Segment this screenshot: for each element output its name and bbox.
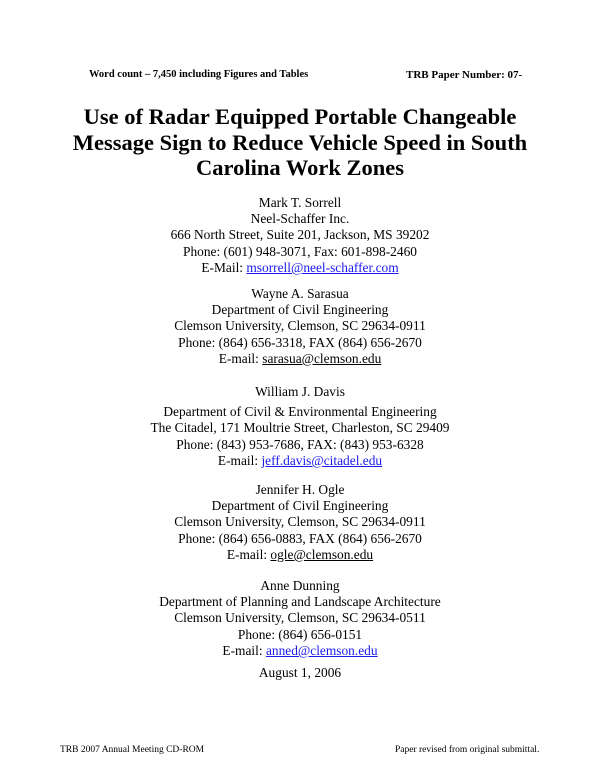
author-phone: Phone: (864) 656-3318, FAX (864) 656-2670 [178, 334, 422, 350]
date: August 1, 2006 [258, 665, 342, 680]
email-label: E-mail: [218, 350, 259, 366]
author-email-line [60, 547, 540, 563]
author-email-line [60, 351, 540, 367]
author-name: Jennifer H. Ogle [255, 482, 345, 497]
email-label: E-mail: [217, 452, 259, 468]
footer-left: TRB 2007 Annual Meeting CD-ROM [60, 745, 205, 755]
author-organization: Neel-Schaffer Inc. [250, 211, 350, 227]
paper-number: TRB Paper Number: 07- [406, 69, 523, 81]
author-block [60, 578, 540, 659]
email-label: E-mail: [222, 642, 263, 658]
author-address: 666 North Street, Suite 201, Jackson, MS 39202 [170, 227, 430, 243]
email-label: E-mail: [226, 546, 268, 562]
author-organization: Department of Civil Engineering [211, 498, 389, 514]
author-phone: Phone: (864) 656-0151 [237, 626, 363, 642]
footer-right: Paper revised from original submittal. [395, 745, 540, 755]
word-count: Word count – 7,450 including Figures and Tables [89, 69, 309, 80]
author-organization: Department of Civil Engineering [211, 302, 389, 318]
author-organization: Department of Planning and Landscape Architecture [159, 594, 441, 610]
email-address[interactable]: sarasua@clemson.edu [262, 350, 382, 366]
email-label: E-Mail: [201, 259, 244, 275]
author-block [60, 482, 540, 563]
author-address: Clemson University, Clemson, SC 29634-0911 [174, 318, 426, 334]
email-address[interactable]: ogle@clemson.edu [270, 546, 374, 562]
author-phone: Phone: (843) 953-7686, FAX: (843) 953-6328 [176, 436, 424, 452]
author-name: William J. Davis [255, 384, 345, 399]
author-block [60, 195, 540, 276]
author-address: Clemson University, Clemson, SC 29634-0911 [174, 514, 426, 530]
email-link[interactable]: anned@clemson.edu [265, 642, 378, 658]
author-block [60, 384, 540, 469]
email-link[interactable]: jeff.davis@citadel.edu [261, 452, 383, 468]
email-link[interactable]: msorrell@neel-schaffer.com [246, 259, 399, 275]
author-phone: Phone: (864) 656-0883, FAX (864) 656-2670 [178, 530, 422, 546]
author-name: Anne Dunning [260, 578, 340, 593]
author-name: Wayne A. Sarasua [251, 286, 349, 301]
author-address: Clemson University, Clemson, SC 29634-0511 [174, 610, 426, 626]
author-block [60, 286, 540, 367]
author-email-line [60, 643, 540, 659]
author-address: The Citadel, 171 Moultrie Street, Charleston, SC 29409 [150, 420, 450, 436]
author-email-line [60, 453, 540, 469]
author-organization: Department of Civil & Environmental Engineering [163, 404, 437, 420]
author-name: Mark T. Sorrell [258, 195, 342, 210]
author-phone: Phone: (601) 948-3071, Fax: 601-898-2460 [183, 243, 417, 259]
author-email-line [60, 260, 540, 276]
paper-title: Use of Radar Equipped Portable Changeable Message Sign to Reduce Vehicle Speed in South Carolina Work Zones [72, 104, 528, 180]
